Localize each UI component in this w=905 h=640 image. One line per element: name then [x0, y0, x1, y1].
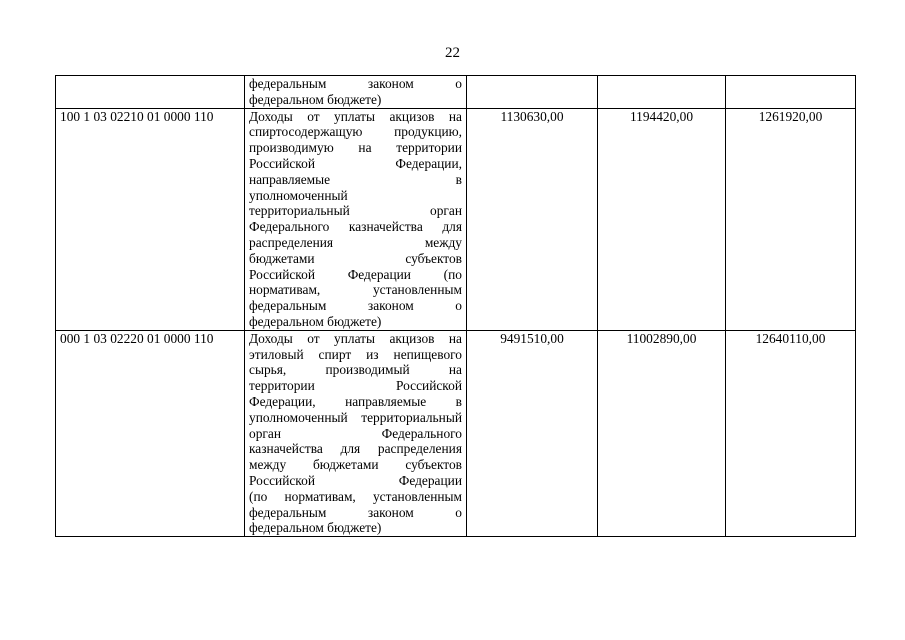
revenue-name-line: этиловый спирт из непищевого: [249, 346, 462, 362]
amount-year-1: [467, 76, 598, 109]
page-number: 22: [445, 45, 460, 61]
budget-classification-code: 100 1 03 02210 01 0000 110: [56, 108, 245, 330]
revenue-name-cell: [245, 330, 467, 536]
table-row: [56, 330, 856, 536]
revenue-name-line: Российской Федерации,: [249, 155, 462, 171]
revenue-name-line: Федерального казначейства для: [249, 219, 462, 235]
revenue-name-line: направляемые в: [249, 171, 462, 187]
revenue-name-line: Доходы от уплаты акцизов на: [249, 330, 462, 346]
amount-year-1: 1130630,00: [467, 108, 598, 330]
table-row: [56, 76, 856, 109]
budget-classification-code: [56, 76, 245, 109]
revenue-table: [55, 75, 856, 537]
revenue-name-line: нормативам, установленным: [249, 282, 462, 298]
amount-year-1: 9491510,00: [467, 330, 598, 536]
amount-year-2: 1194420,00: [598, 108, 726, 330]
revenue-name-line: между бюджетами субъектов: [249, 457, 462, 473]
table-body: [56, 76, 856, 537]
revenue-name-line: уполномоченный территориальный: [249, 409, 462, 425]
revenue-name-line: сырья, производимый на: [249, 362, 462, 378]
amount-year-2: 11002890,00: [598, 330, 726, 536]
amount-year-3: [726, 76, 856, 109]
revenue-name-cell: [245, 76, 467, 109]
revenue-name-line: федеральном бюджете): [249, 91, 382, 107]
budget-classification-code: 000 1 03 02220 01 0000 110: [56, 330, 245, 536]
revenue-name-line: федеральном бюджете): [249, 313, 382, 329]
revenue-name-line: Российской Федерации: [249, 472, 462, 488]
revenue-name-line: Доходы от уплаты акцизов на: [249, 108, 462, 124]
revenue-name-line: территории Российской: [249, 378, 462, 394]
amount-year-3: 12640110,00: [726, 330, 856, 536]
revenue-name-line: федеральном бюджете): [249, 520, 382, 536]
revenue-name-line: Федерации, направляемые в: [249, 393, 462, 409]
revenue-name-line: производимую на территории: [249, 140, 462, 156]
amount-year-3: 1261920,00: [726, 108, 856, 330]
revenue-name-line: бюджетами субъектов: [249, 250, 462, 266]
amount-year-2: [598, 76, 726, 109]
revenue-name-line: распределения между: [249, 234, 462, 250]
revenue-name-line: спиртосодержащую продукцию,: [249, 124, 462, 140]
revenue-name-cell: [245, 108, 467, 330]
revenue-name-line: (по нормативам, установленным: [249, 488, 462, 504]
revenue-name-line: орган Федерального: [249, 425, 462, 441]
revenue-name-line: территориальный орган: [249, 203, 462, 219]
revenue-name-line: Российской Федерации (по: [249, 266, 462, 282]
revenue-name-line: казначейства для распределения: [249, 441, 462, 457]
revenue-name-line: федеральным законом о: [249, 504, 462, 520]
table-row: [56, 108, 856, 330]
revenue-name-line: федеральным законом о: [249, 76, 462, 91]
revenue-name-line: федеральным законом о: [249, 298, 462, 314]
revenue-name-line: уполномоченный: [249, 187, 348, 203]
